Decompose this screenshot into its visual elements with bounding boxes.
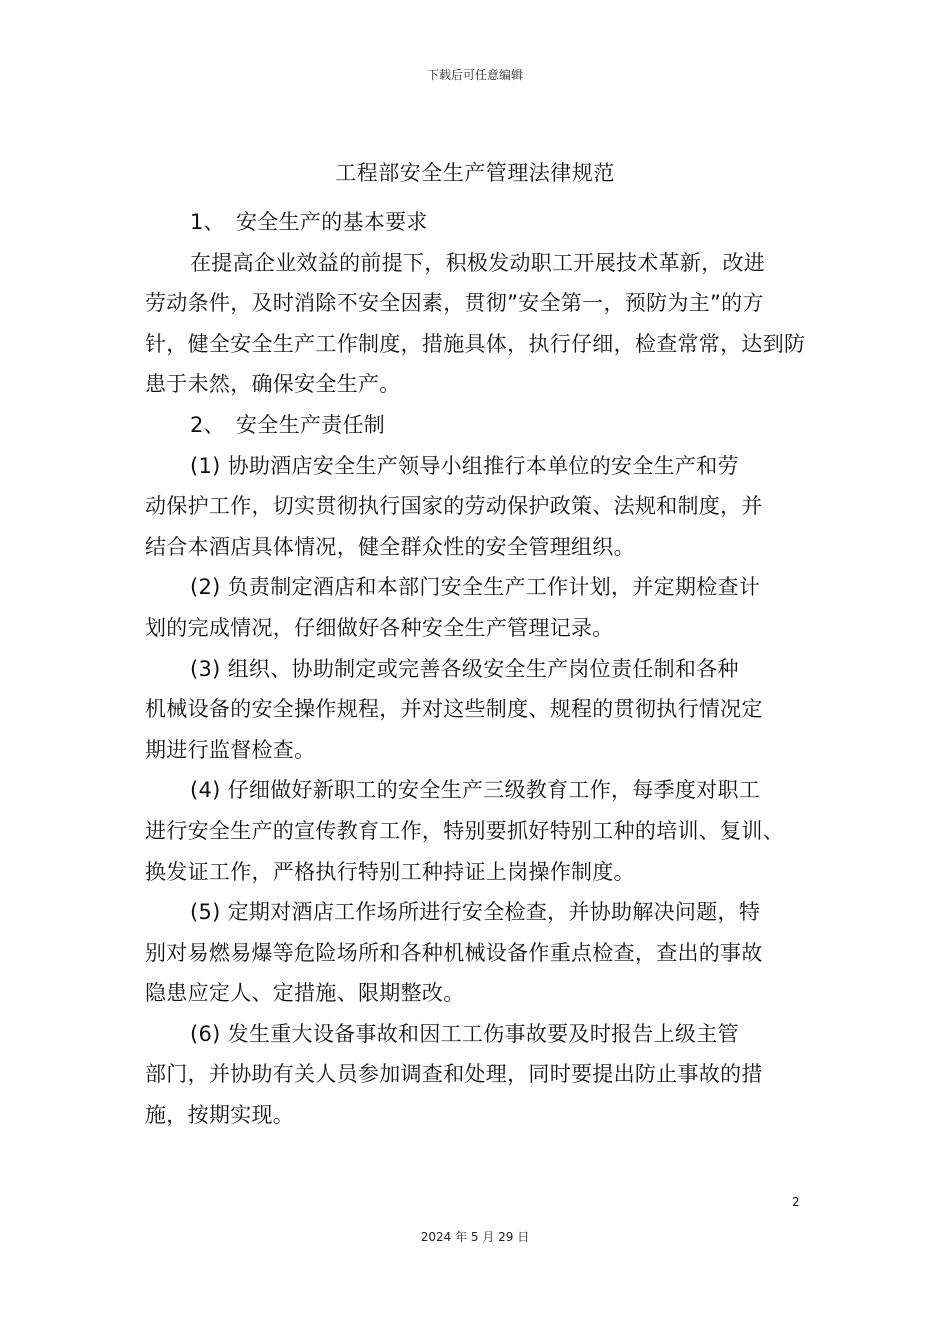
item-line: 动保护工作，切实贯彻执行国家的劳动保护政策、法规和制度，并: [145, 494, 763, 519]
document-title: 工程部安全生产管理法律规范: [335, 161, 615, 185]
item-line: (3) 组织、协助制定或完善各级安全生产岗位责任制和各种: [190, 656, 739, 681]
section-title: 安全生产责任制: [236, 412, 386, 437]
section-heading-1: [145, 202, 825, 243]
item-line: 结合本酒店具体情况，健全群众性的安全管理组织。: [145, 534, 635, 559]
item-line: 隐患应定人、定措施、限期整改。: [145, 981, 465, 1006]
item-line: 期进行监督检查。: [145, 737, 316, 762]
item-line: 进行安全生产的宣传教育工作，特别要抓好特别工种的培训、复训、: [145, 818, 784, 843]
document-body: [145, 202, 825, 1136]
section-number: 1、: [190, 210, 225, 234]
page-header: 下载后可任意编辑: [426, 68, 523, 82]
list-item: [145, 1014, 825, 1136]
list-item: [145, 649, 825, 771]
item-line: 机械设备的安全操作规程，并对这些制度、规程的贯彻执行情况定: [145, 697, 763, 722]
item-line: 施，按期实现。: [145, 1103, 295, 1128]
paragraph-line: 劳动条件，及时消除不安全因素，贯彻”安全第一，预防为主”的方: [145, 291, 764, 316]
item-line: (1) 协助酒店安全生产领导小组推行本单位的安全生产和劳: [190, 453, 739, 478]
item-line: (2) 负责制定酒店和本部门安全生产工作计划，并定期检查计: [190, 575, 761, 600]
item-line: 部门，并协助有关人员参加调查和处理，同时要提出防止事故的措: [145, 1062, 763, 1087]
list-item: [145, 770, 825, 892]
section-heading-2: [145, 405, 825, 446]
item-line: 换发证工作，严格执行特别工种持证上岗操作制度。: [145, 859, 635, 884]
section-number: 2、: [190, 412, 225, 437]
section-title: 安全生产的基本要求: [236, 210, 428, 234]
paragraph-line: 在提高企业效益的前提下，积极发动职工开展技术革新，改进: [190, 250, 766, 275]
item-line: 别对易燃易爆等危险场所和各种机械设备作重点检查，查出的事故: [145, 940, 763, 965]
item-line: 划的完成情况，仔细做好各种安全生产管理记录。: [145, 615, 614, 640]
page-number: 2: [792, 1195, 800, 1209]
list-item: [145, 567, 825, 648]
list-item: [145, 892, 825, 1014]
paragraph-line: 患于未然，确保安全生产。: [145, 372, 401, 397]
page-footer-date: 2024 年 5 月 29 日: [420, 1230, 530, 1244]
item-line: (4) 仔细做好新职工的安全生产三级教育工作，每季度对职工: [190, 778, 761, 803]
item-line: (5) 定期对酒店工作场所进行安全检查，并协助解决问题，特: [190, 900, 761, 925]
list-item: [145, 446, 825, 568]
item-line: (6) 发生重大设备事故和因工工伤事故要及时报告上级主管: [190, 1021, 739, 1046]
paragraph-line: 针，健全安全生产工作制度，措施具体，执行仔细，检查常常，达到防: [145, 331, 806, 356]
